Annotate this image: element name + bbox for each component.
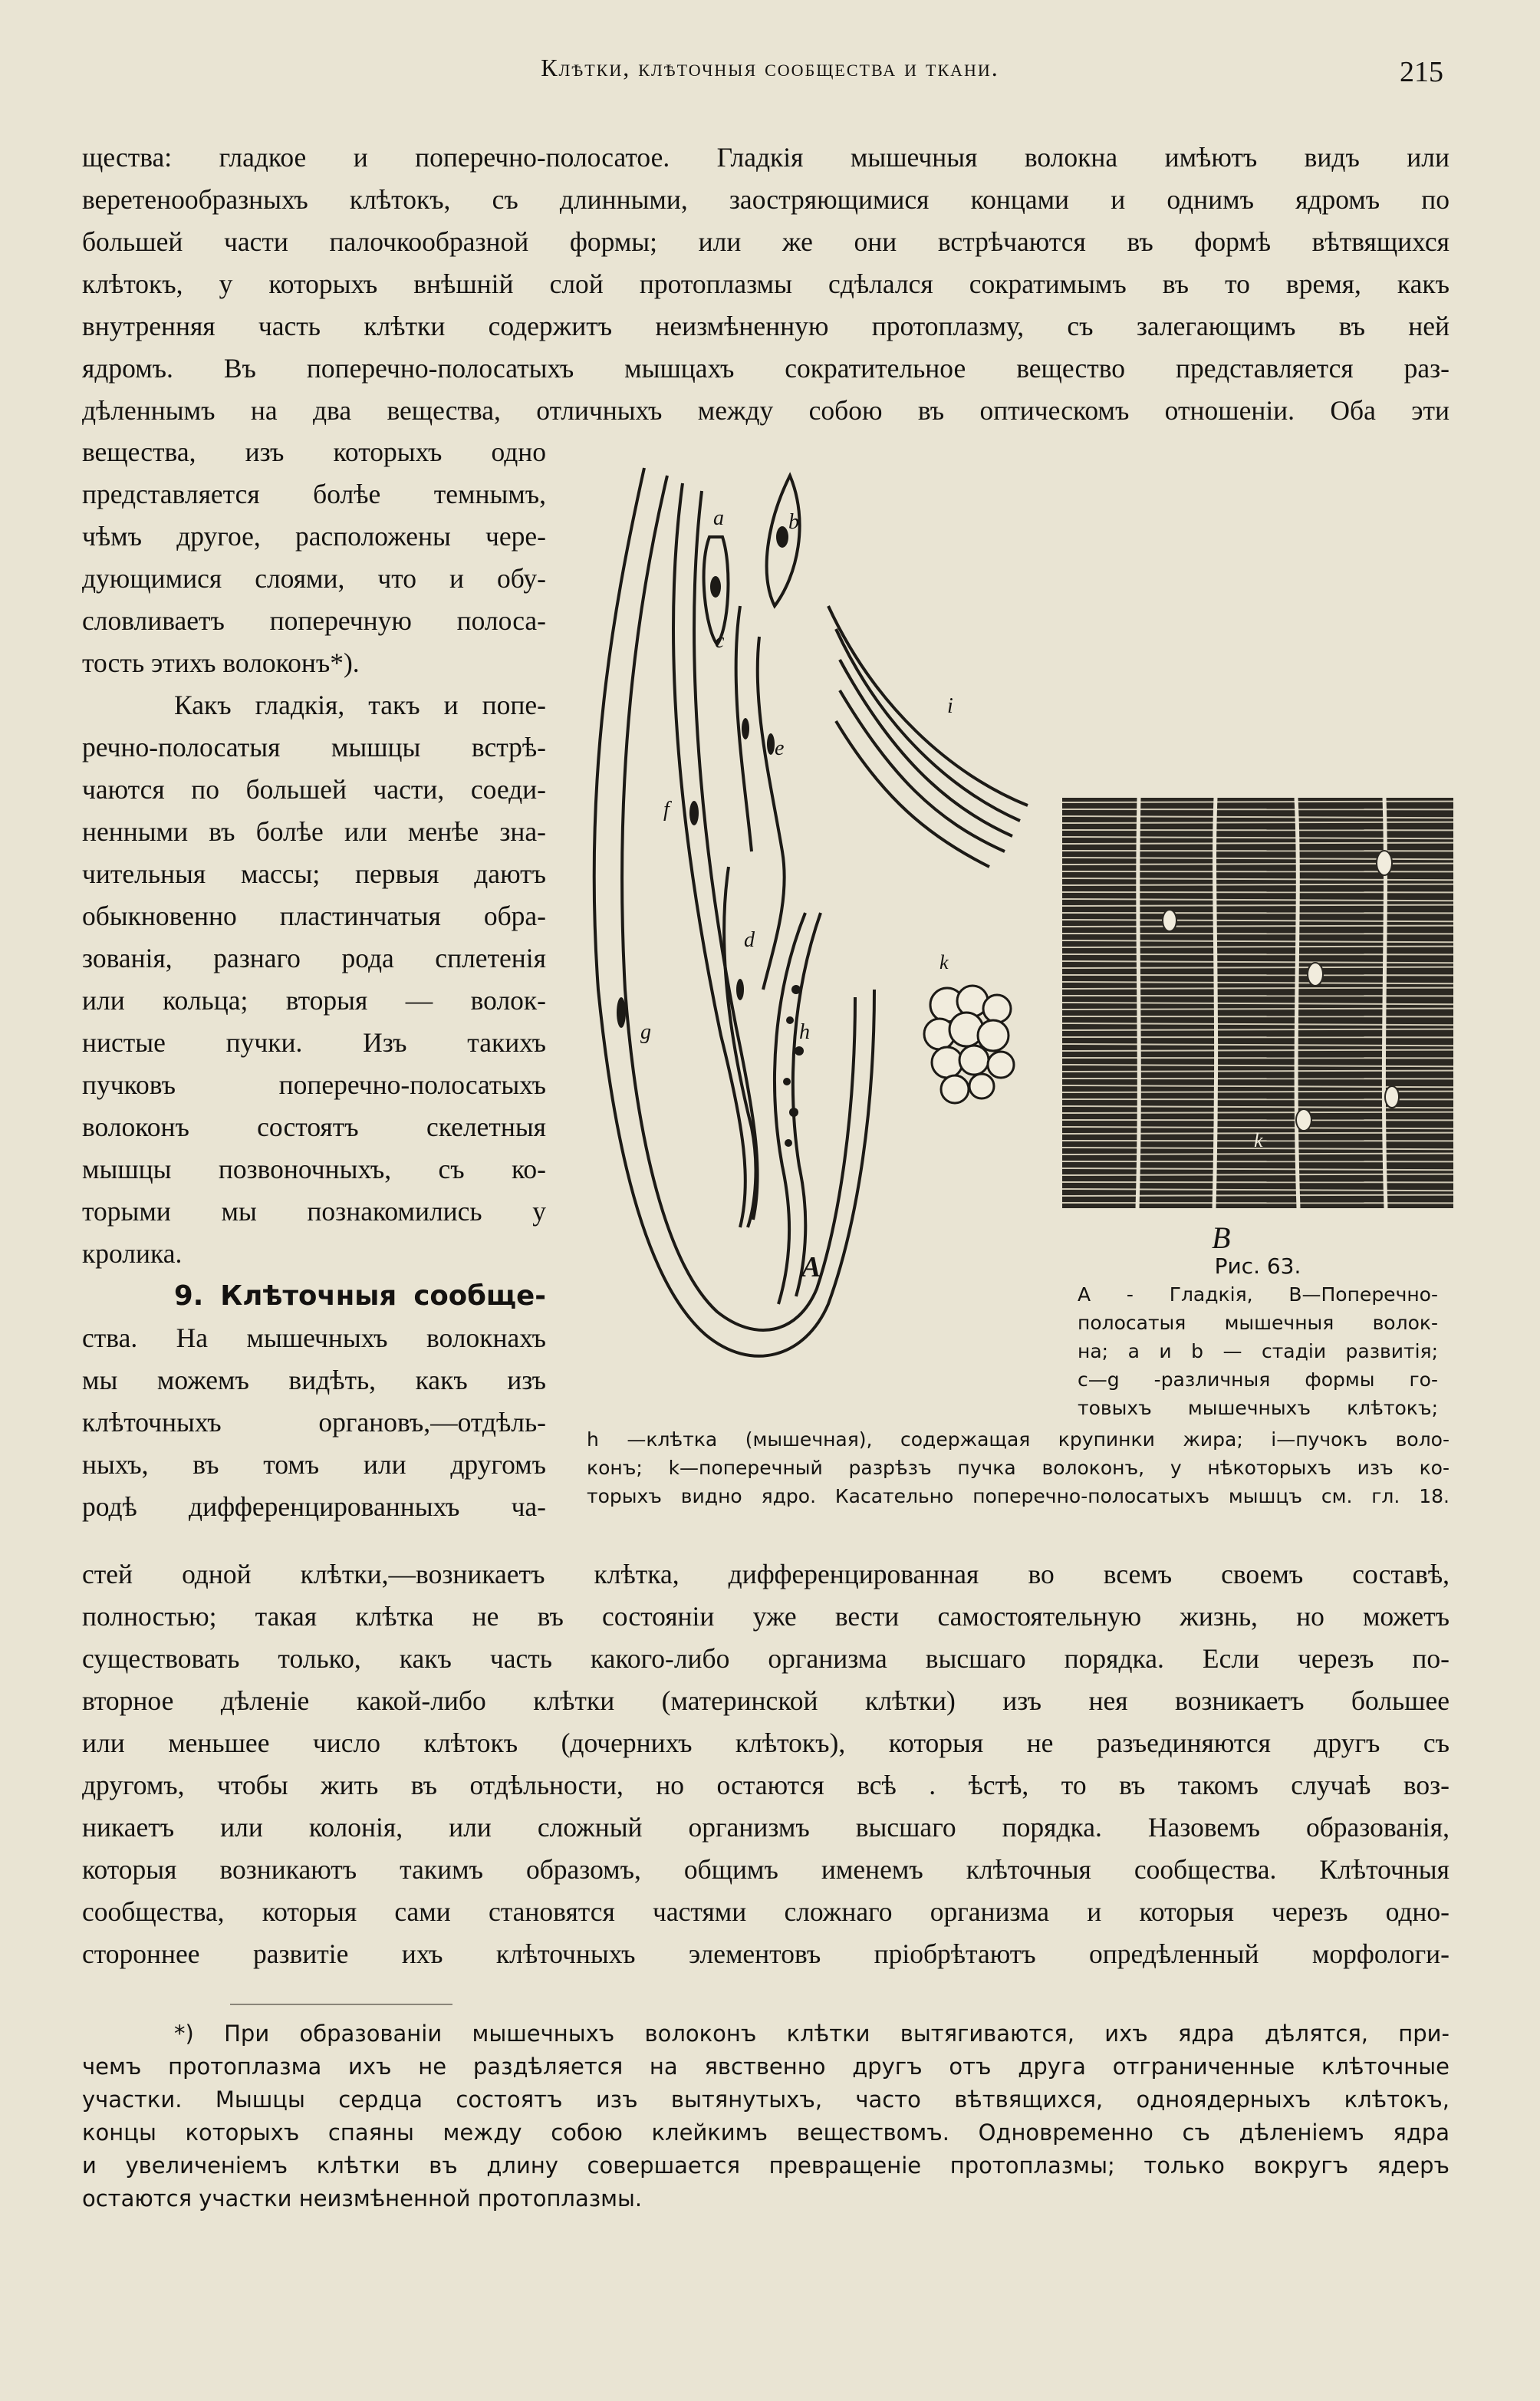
striation-line (1062, 884, 1453, 885)
nucleus (1385, 1086, 1399, 1108)
running-title: Клѣтки, клѣточныя сообщества и ткани. (541, 54, 999, 81)
caption-line: торыхъ видно ядро. Касательно поперечно-полосатыхъ мышцъ см. гл. 18. (587, 1485, 1450, 1507)
text-line: клѣточныхъ органовъ,—отдѣль- (82, 1407, 546, 1438)
text-line: веретенообразныхъ клѣтокъ, съ длинными, заостряющимися концами и однимъ ядромъ по (82, 184, 1450, 215)
text-line: стей одной клѣтки,—возникаетъ клѣтка, дифференцированная во всемъ своемъ составѣ, (82, 1559, 1450, 1589)
caption-line: h —клѣтка (мышечная), содержащая крупинки жира; i—пучокъ воло- (587, 1428, 1450, 1451)
footnote-rule (230, 2004, 452, 2005)
text-line: которыя возникаютъ такимъ образомъ, общимъ именемъ клѣточныя сообщества. Клѣточныя (82, 1854, 1450, 1885)
fibre-h (775, 913, 805, 1304)
striation-line (1062, 926, 1453, 927)
figure-letter-d: d (744, 928, 755, 952)
striation-line (1062, 1071, 1453, 1072)
footnote (82, 2017, 1450, 2215)
footnote-line: концы которыхъ спаяны между собою клейкимъ веществомъ. Одновременно съ дѣленіемъ ядра (82, 2119, 1450, 2146)
footnote-line: *) При образованіи мышечныхъ волоконъ клѣтки вытягиваются, ихъ ядра дѣлятся, при- (174, 2021, 1450, 2047)
left-column (82, 431, 546, 1528)
text-line: полностью; такая клѣтка не въ состояніи уже вести самостоятельную жизнь, но можетъ (82, 1601, 1450, 1632)
text-line: вторное дѣленіе какой-либо клѣтки (материнской клѣтки) изъ нея возникаетъ большее (82, 1685, 1450, 1716)
bundle-i-1 (828, 606, 1028, 805)
striation-line (1062, 1050, 1453, 1051)
striation-line (1062, 864, 1453, 865)
striation-line (1062, 1112, 1453, 1113)
text-line: стороннее развитіе ихъ клѣточныхъ элементовъ пріобрѣтаютъ опредѣленный морфологи- (82, 1938, 1450, 1969)
text-line: большей части палочкообразной формы; или же они встрѣчаются въ формѣ вѣтвящихся (82, 226, 1450, 257)
text-line: чаются по большей части, соеди- (82, 774, 546, 805)
fibre-g-inner (622, 476, 855, 1330)
striation-line (1062, 843, 1453, 844)
figure-label-B: B (1212, 1220, 1231, 1255)
nucleus (1377, 851, 1392, 875)
striation-line (1062, 1195, 1453, 1196)
text-line: кролика. (82, 1238, 183, 1269)
text-line: чѣмъ другое, расположены чере- (82, 521, 546, 552)
text-line: или меньшее число клѣтокъ (дочернихъ клѣтокъ), которыя не разъединяются другъ съ (82, 1727, 1450, 1758)
striation-line (1062, 822, 1453, 823)
text-line: ныхъ, въ томъ или другомъ (82, 1449, 546, 1480)
figure-letter-k-b: k (1254, 1129, 1263, 1151)
text-line: волоконъ состоятъ скелетныя (82, 1112, 546, 1142)
text-line: вещества, изъ которыхъ одно (82, 436, 546, 467)
text-line: сообщества, которыя сами становятся частями сложнаго организма и которыя черезъ одно- (82, 1896, 1450, 1927)
text-line: Какъ гладкія, такъ и попе- (174, 690, 546, 720)
figure-caption-continued (587, 1425, 1450, 1510)
nucleus (1308, 963, 1323, 986)
striation-line (1062, 1174, 1453, 1175)
bundle-i-4 (840, 690, 1005, 851)
text-line: тость этихъ волоконъ*). (82, 647, 360, 678)
fibre-e (758, 637, 785, 990)
caption-line: товыхъ мышечныхъ клѣтокъ; (1078, 1397, 1438, 1419)
text-line: нистые пучки. Изъ такихъ (82, 1027, 546, 1058)
caption-line: полосатыя мышечныя волок- (1078, 1312, 1438, 1334)
text-line: клѣтокъ, у которыхъ внѣшній слой протоплазмы сдѣлался сократимымъ въ то время, какъ (82, 268, 1450, 299)
fibre-g (594, 468, 874, 1356)
text-line: ства. На мышечныхъ волокнахъ (82, 1322, 546, 1353)
text-line: представляется болѣе темнымъ, (82, 479, 546, 509)
figure-b-illustration (1062, 798, 1453, 1208)
page-number: 215 (1400, 56, 1443, 88)
cross-section-k (924, 986, 1014, 1103)
nucleus (1296, 1109, 1311, 1131)
text-line: обыкновенно пластинчатыя обра- (82, 901, 546, 931)
figure-letter-b: b (788, 510, 799, 534)
text-line: или кольца; вторыя — волок- (82, 985, 546, 1016)
caption-line: на; a и b — стадіи развитія; (1078, 1340, 1438, 1362)
footnote-line: участки. Мышцы сердца состоятъ изъ вытянутыхъ, часто вѣтвящихся, одноядерныхъ клѣтокъ, (82, 2086, 1450, 2113)
nucleus (1163, 910, 1176, 931)
figure-number: Рис. 63. (1214, 1253, 1301, 1279)
fibre-boundary (1137, 798, 1139, 1208)
text-line: существовать только, какъ часть какого-либо организма высшаго порядка. Если черезъ по- (82, 1643, 1450, 1674)
figure-letter-e: e (775, 736, 785, 760)
footnote-line: и увеличеніемъ клѣтки въ длину совершается превращеніе протоплазмы; только вокругъ ядеръ (82, 2152, 1450, 2179)
text-line: ненными въ болѣе или менѣе зна- (82, 816, 546, 847)
text-line: дующимися слоями, что и обу- (82, 563, 546, 594)
text-line: щества: гладкое и поперечно-полосатое. Гладкія мышечныя волокна имѣютъ видъ или (82, 142, 1450, 173)
figure-letter-k: k (939, 951, 949, 973)
text-line: словливаетъ поперечную полоса- (82, 605, 546, 636)
caption-line: конъ; k—поперечный разрѣзъ пучка волоконъ, у нѣкоторыхъ изъ ко- (587, 1457, 1450, 1479)
text-line: внутренняя часть клѣтки содержитъ неизмѣненную протоплазму, съ залегающимъ въ ней (82, 311, 1450, 341)
text-line: мышцы позвоночныхъ, съ ко- (82, 1154, 546, 1184)
text-line: дѣленнымъ на два вещества, отличныхъ между собою въ оптическомъ отношеніи. Оба эти (82, 395, 1450, 426)
fibre-boundary (1296, 798, 1298, 1208)
striation-line (1062, 988, 1453, 989)
caption-line: c—g -различныя формы го- (1078, 1368, 1438, 1391)
text-line: пучковъ поперечно-полосатыхъ (82, 1069, 546, 1100)
text-line: другомъ, чтобы жить въ отдѣльности, но остаются всѣ . ѣстѣ, то въ такомъ случаѣ воз- (82, 1770, 1450, 1800)
text-line: чительныя массы; первыя даютъ (82, 858, 546, 889)
figure-letter-i: i (947, 694, 953, 718)
figure-letter-h: h (799, 1020, 810, 1044)
text-line: родѣ дифференцированныхъ ча- (82, 1491, 546, 1522)
footnote-line: чемъ протоплазма ихъ не раздѣляется на явственно другъ отъ друга отграниченные клѣточные (82, 2054, 1450, 2080)
section-heading: 9. Клѣточныя сообще- (174, 1280, 546, 1312)
striation-line (1062, 967, 1453, 968)
bundle-i-2 (836, 629, 1020, 821)
figure-letter-a: a (713, 506, 724, 530)
striation-line (1062, 905, 1453, 906)
text-line: никаетъ или колонія, или сложный организмъ высшаго порядка. Назовемъ образованія, (82, 1812, 1450, 1843)
bottom-paragraph (82, 1553, 1450, 1975)
figure-letter-f: f (663, 798, 670, 822)
text-line: зованія, разнаго рода сплетенія (82, 943, 546, 973)
footnote-line: остаются участки неизмѣненной протоплазмы. (82, 2185, 643, 2212)
text-line: ядромъ. Въ поперечно-полосатыхъ мышцахъ сократительное вещество представляется раз- (82, 353, 1450, 384)
text-line: торыми мы познакомились у (82, 1196, 546, 1227)
figure-letter-c: c (715, 629, 725, 653)
striation-line (1062, 1029, 1453, 1030)
text-line: мы можемъ видѣть, какъ изъ (82, 1365, 546, 1395)
figure-a-illustration (552, 453, 1043, 1442)
figure-letter-g: g (640, 1020, 651, 1044)
figure-label-A: A (801, 1251, 821, 1283)
caption-line: A - Гладкія, B—Поперечно- (1078, 1283, 1438, 1306)
figure-caption (1078, 1252, 1438, 1422)
fibre-h-inner (793, 913, 821, 1296)
text-line: речно-полосатыя мышцы встрѣ- (82, 732, 546, 762)
fibre-boundary (1214, 798, 1216, 1208)
top-paragraph (82, 137, 1450, 432)
